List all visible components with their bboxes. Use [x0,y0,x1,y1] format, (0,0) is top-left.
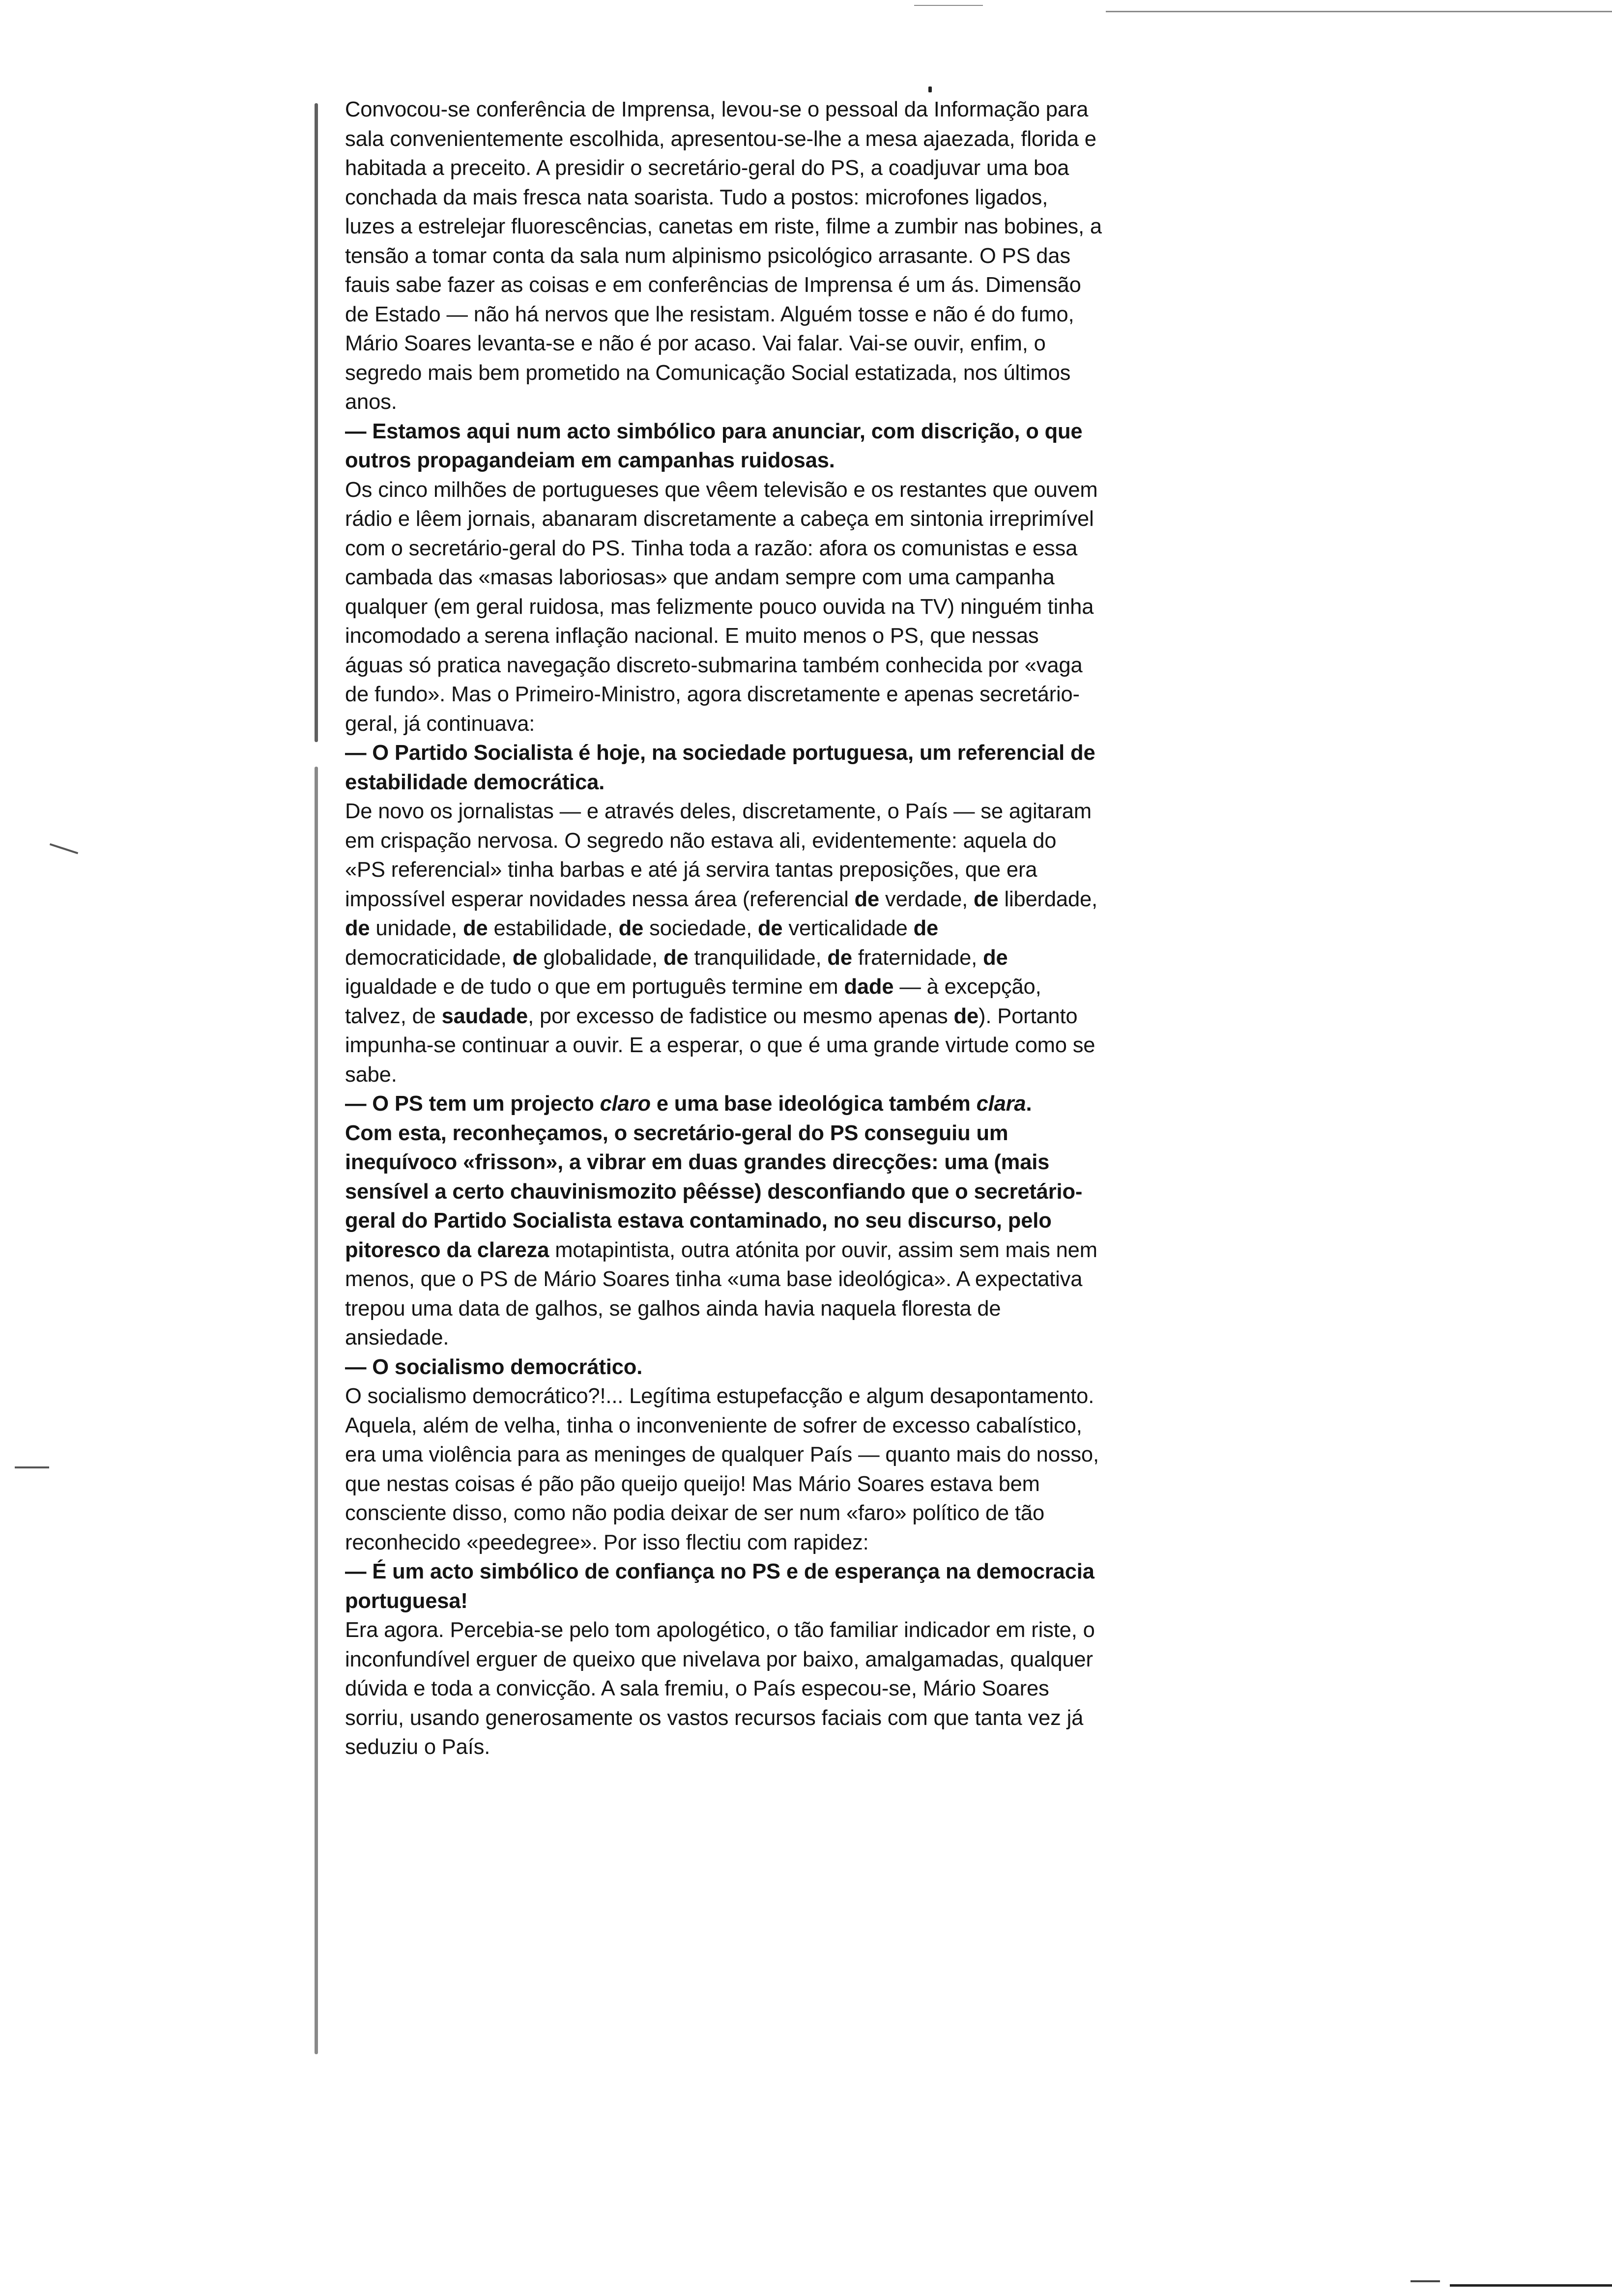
quote-5: — É um acto simbólico de confiança no PS e de esperança na democracia portuguesa! [345,1560,1094,1613]
scan-artifact-top-line [1106,11,1612,12]
paragraph-2: Os cinco milhões de portugueses que vêem televisão e os restantes que ouvem rádio e lêem jornais, abanaram discretamente a cabeça em sintonia irreprimível com o secretário-geral do PS. Tinha toda a razão: afora os comunistas e essa cambada das «masas laboriosas» que andam sempre com uma campanha qualquer (em geral ruidosa, mas felizmente pouco ouvida na TV) ninguém tinha incomodado a serena inflação nacional. E muito menos o PS, que nessas águas só pratica navegação discreto-submarina também conhecida por «vaga de fundo». Mas o Primeiro-Ministro, agora discretamente e apenas secretário-geral, já continuava: [345,478,1098,736]
paragraph-3: De novo os jornalistas — e através deles, discretamente, o País — se agitaram em crispação nervosa. O segredo não estava ali, evidentemente: aquela do «PS referencial» tinha barbas e até já servira tantas preposições, que era impossível esperar novidades nessa área (referencial de verdade, de liberdade, de unidade, de estabilidade, de sociedade, de verticalidade de democraticidade, de globalidade, de tranquilidade, de fraternidade, de igualdade e de tudo o que em português termine em dade — à excepção, talvez, de saudade, por excesso de fadistice ou mesmo apenas de). Portanto impunha-se continuar a ouvir. E a esperar, o que é uma grande virtude como se sabe. [345,800,1097,1087]
margin-tick-left-2 [15,1466,49,1468]
binding-edge-mark-lower [315,767,318,2054]
paragraph-intro: Convocou-se conferência de Imprensa, levou-se o pessoal da Informação para sala convenientemente escolhida, apresentou-se-lhe a mesa ajaezada, florida e habitada a preceito. A presidir o secretário-geral do PS, a coadjuvar uma boa conchada da mais fresca nata soarista. Tudo a postos: microfones ligados, luzes a estrelejar fluorescências, canetas em riste, filme a zumbir nas bobines, a tensão a tomar conta da sala num alpinismo psicológico arrasante. O PS das fauis sabe fazer as coisas e em conferências de Imprensa é um ás. Dimensão de Estado — não há nervos que lhe resistam. Alguém tosse e não é do fumo, Mário Soares levanta-se e não é por acaso. Vai falar. Vai-se ouvir, enfim, o segredo mais bem prometido na Comunicação Social estatizada, nos últimos anos. [345,98,1102,414]
article-body [345,95,1102,1762]
quote-3: — O PS tem um projecto claro e uma base ideológica também clara. [345,1092,1032,1116]
ink-speck [928,86,932,92]
paragraph-6: Era agora. Percebia-se pelo tom apologético, o tão familiar indicador em riste, o inconfundível erguer de queixo que nivelava por baixo, amalgamadas, qualquer dúvida e toda a convicção. A sala fremiu, o País especou-se, Mário Soares sorriu, usando generosamente os vastos recursos faciais com que tanta vez já seduziu o País. [345,1618,1095,1759]
quote-1: — Estamos aqui num acto simbólico para anunciar, com discrição, o que outros propagandeiam em campanhas ruidosas. [345,419,1083,472]
margin-tick-left [50,843,78,854]
quote-2: — O Partido Socialista é hoje, na sociedade portuguesa, um referencial de estabilidade democrática. [345,741,1095,794]
quote-4: — O socialismo democrático. [345,1355,643,1379]
scan-artifact-bottom-line [1450,2284,1612,2287]
paragraph-5: O socialismo democrático?!... Legítima estupefacção e algum desapontamento. Aquela, além de velha, tinha o inconveniente de sofrer de excesso cabalístico, era uma violência para as meninges de qualquer País — quanto mais do nosso, que nestas coisas é pão pão queijo queijo! Mas Mário Soares estava bem consciente disso, como não podia deixar de ser num «faro» político de tão reconhecido «peedegree». Por isso flectiu com rapidez: [345,1384,1099,1554]
scan-artifact-top-dash [914,5,983,6]
scan-artifact-bottom-dash [1410,2280,1440,2282]
paragraph-4: Com esta, reconheçamos, o secretário-geral do PS conseguiu um inequívoco «frisson», a vibrar em duas grandes direcções: uma (mais sensível a certo chauvinismozito pêésse) desconfiando que o secretário-geral do Partido Socialista estava contaminado, no seu discurso, pelo pitoresco da clareza motapintista, outra atónita por ouvir, assim sem mais nem menos, que o PS de Mário Soares tinha «uma base ideológica». A expectativa trepou uma data de galhos, se galhos ainda havia naquela floresta de ansiedade. [345,1121,1097,1349]
binding-edge-mark [315,103,318,742]
